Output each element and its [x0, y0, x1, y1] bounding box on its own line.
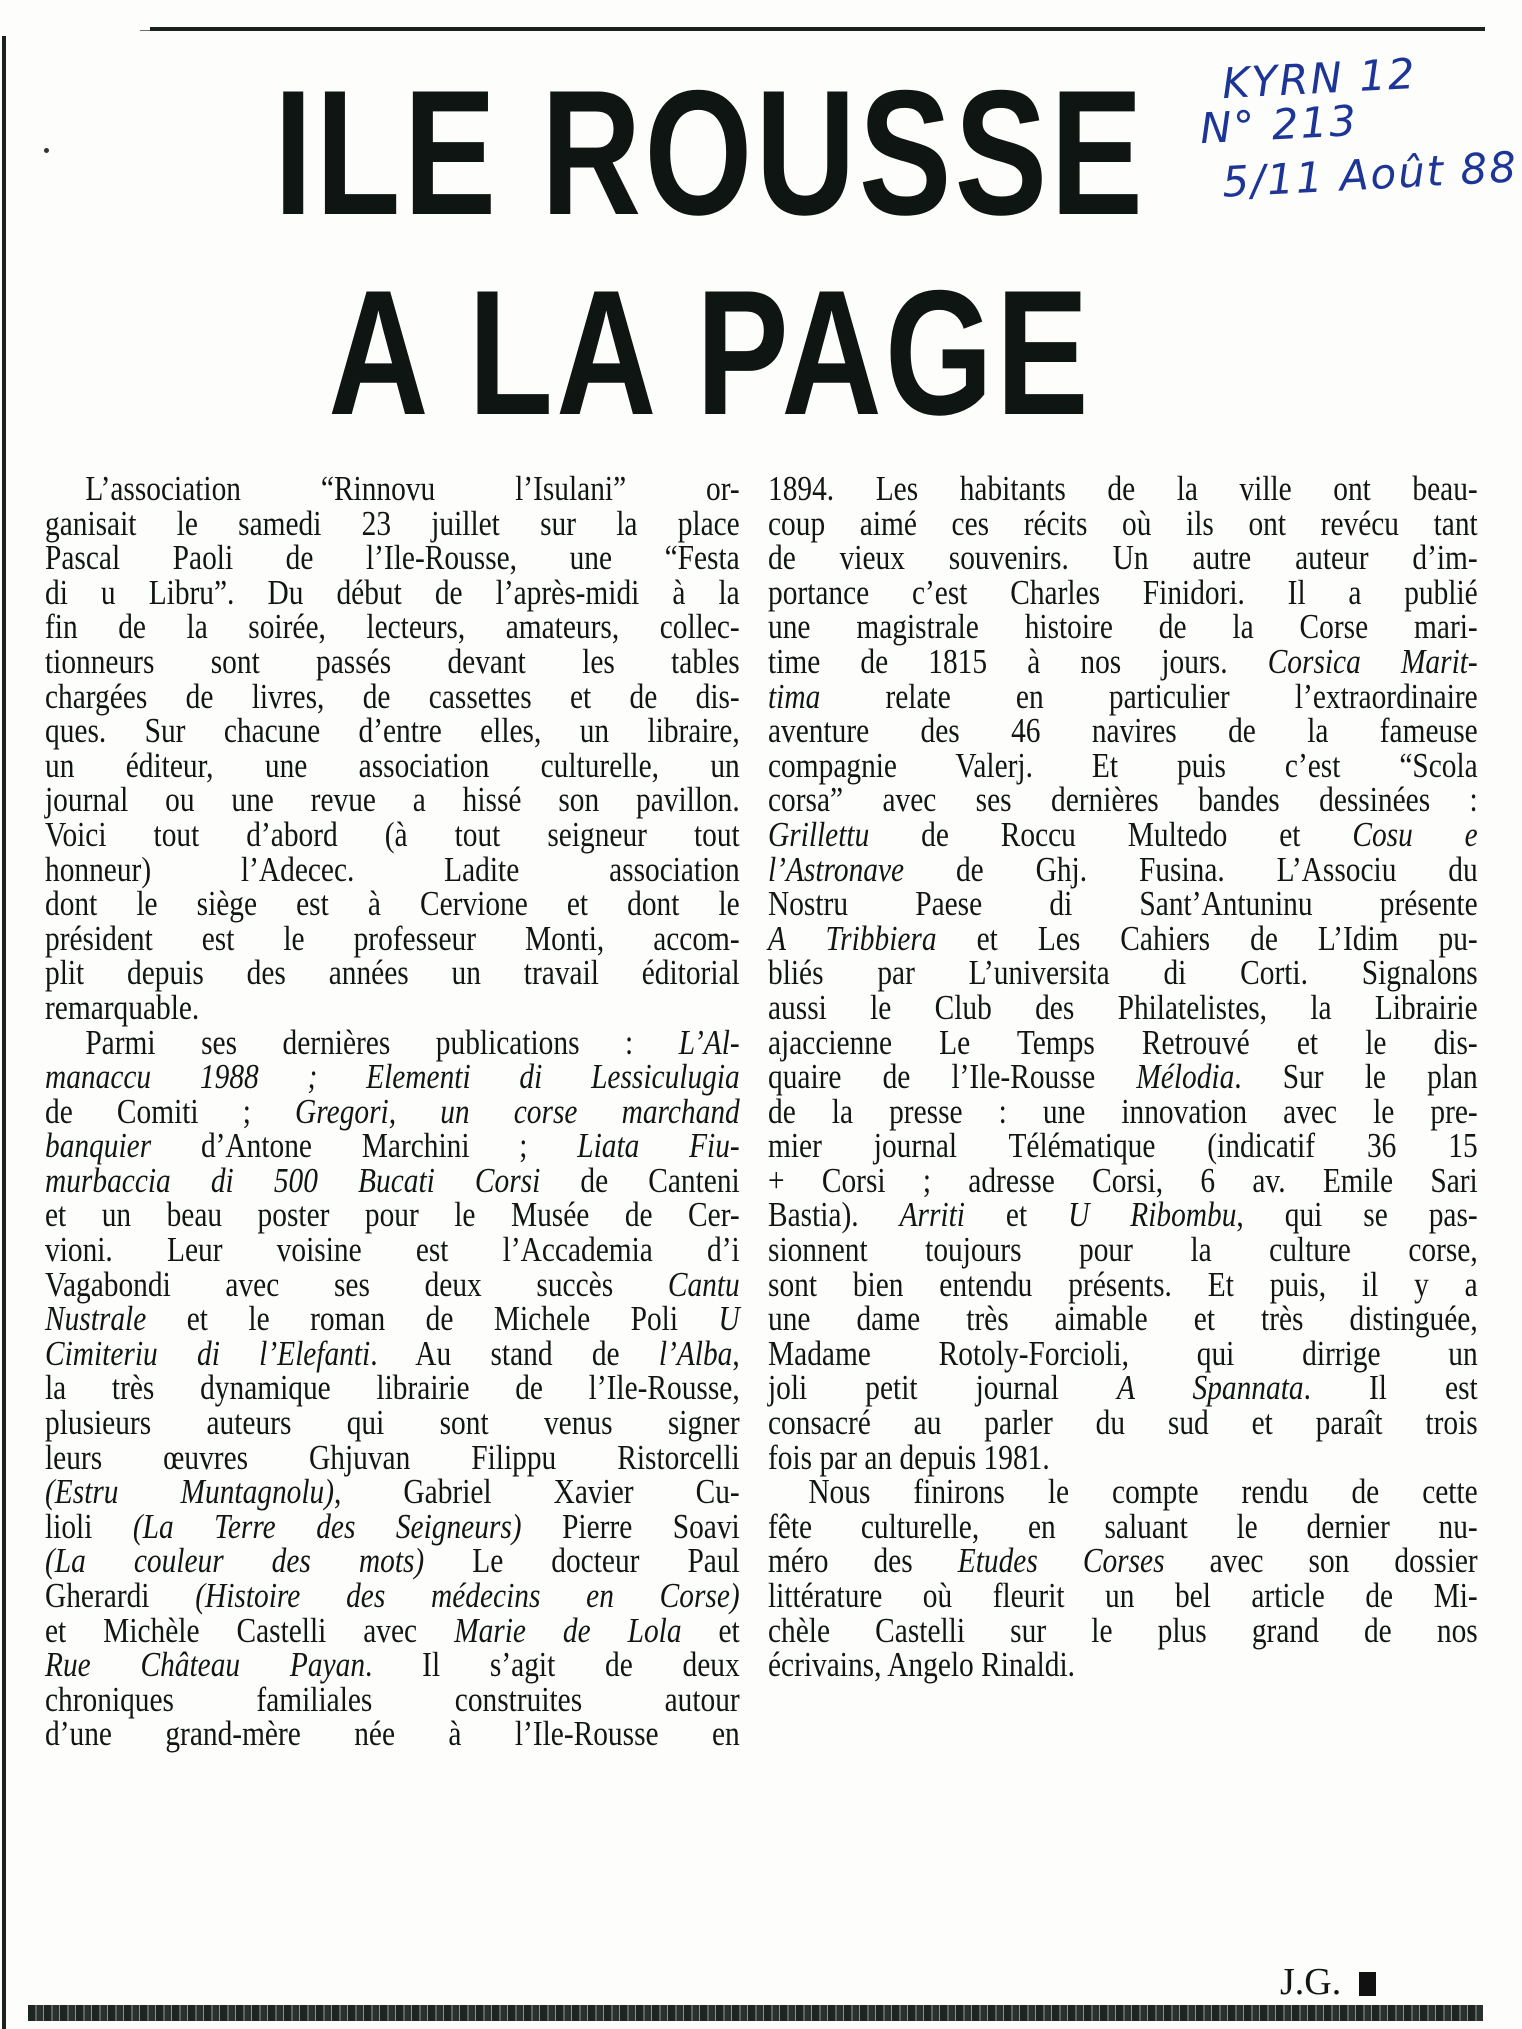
- text-line: bliés par L’universita di Corti. Signalons: [768, 953, 1478, 993]
- end-mark-square-icon: [1359, 1972, 1376, 1996]
- text-line: L’association “Rinnovu l’Isulani” or-: [85, 469, 740, 508]
- text-line: Parmi ses dernières publications : L’Al-: [85, 1022, 740, 1062]
- text-line: écrivains, Angelo Rinaldi.: [768, 1645, 1076, 1685]
- text-line: Nostru Paese di Sant’Antuninu présente: [768, 884, 1478, 924]
- italic-title: Etudes Corses: [957, 1541, 1165, 1581]
- text-line: un éditeur, une association culturelle, un: [45, 745, 740, 785]
- text-line: aussi le Club des Philatelistes, la Librairie: [768, 987, 1478, 1027]
- scan-speck: [44, 148, 49, 153]
- text-line: de vieux souvenirs. Un autre auteur d’im-: [768, 538, 1478, 578]
- italic-title: U Ribombu: [1068, 1195, 1237, 1235]
- italic-title: Grillettu: [768, 814, 870, 854]
- text-line: joli petit journal A Spannata. Il est: [768, 1368, 1478, 1408]
- text-line: corsa” avec ses dernières bandes dessinées :: [768, 780, 1478, 820]
- text-line: plit depuis des années un travail éditorial: [45, 953, 740, 993]
- italic-title: (Estru Muntagnolu): [45, 1472, 335, 1512]
- italic-title: (La couleur des mots): [45, 1541, 425, 1581]
- text-line: vioni. Leur voisine est l’Accademia d’i: [45, 1230, 740, 1270]
- text-line: littérature où fleurit un bel article de Mi-: [768, 1576, 1478, 1615]
- text-line: banquier d’Antone Marchini ; Liata Fiu-: [45, 1126, 740, 1166]
- text-line: Pascal Paoli de l’Ile-Rousse, une “Festa: [45, 538, 740, 578]
- headline-line-2: A LA PAGE: [328, 253, 1092, 452]
- italic-title: banquier: [45, 1126, 152, 1166]
- text-line: journal ou une revue a hissé son pavillon.: [45, 780, 740, 820]
- text-line: la très dynamique librairie de l’Ile-Rousse,: [45, 1368, 740, 1408]
- text-line: (Estru Muntagnolu), Gabriel Xavier Cu-: [45, 1472, 740, 1512]
- text-line: fête culturelle, en saluant le dernier nu-: [768, 1506, 1478, 1546]
- italic-title: l’Alba: [658, 1333, 733, 1373]
- text-line: compagnie Valerj. Et puis c’est “Scola: [768, 745, 1478, 785]
- text-line: sont bien entendu présents. Et puis, il y a: [768, 1264, 1478, 1304]
- italic-title: Cantu: [667, 1264, 740, 1304]
- headline-line-1: ILE ROUSSE: [273, 53, 1147, 252]
- text-line: de la presse : une innovation avec le pre-: [768, 1091, 1478, 1131]
- text-line: Rue Château Payan. Il s’agit de deux: [45, 1645, 740, 1685]
- italic-title: A Spannata: [1116, 1368, 1304, 1408]
- text-line: ganisait le samedi 23 juillet sur la place: [45, 503, 740, 543]
- handwritten-annotation-issue: N° 213: [1198, 95, 1360, 154]
- italic-title: Liata Fiu-: [577, 1126, 740, 1166]
- text-line: et un beau poster pour le Musée de Cer-: [45, 1195, 740, 1235]
- article-column-left: [45, 469, 740, 1754]
- text-line: tionneurs sont passés devant les tables: [45, 641, 740, 681]
- text-line: Cimiteriu di l’Elefanti. Au stand de l’Alba,: [45, 1333, 740, 1373]
- handwritten-annotation-publication: KYRN 12: [1220, 48, 1418, 109]
- italic-title: Rue Château Payan: [45, 1645, 366, 1685]
- text-line: [45, 1057, 740, 1097]
- text-line: lioli (La Terre des Seigneurs) Pierre Soavi: [45, 1506, 740, 1546]
- text-line: d’une grand-mère née à l’Ile-Rousse en: [45, 1714, 740, 1754]
- left-border-rule: [2, 36, 6, 2029]
- italic-title: Marie de Lola: [454, 1610, 682, 1650]
- text-line: l’Astronave de Ghj. Fusina. L’Associu du: [768, 849, 1478, 889]
- text-line: dont le siège est à Cervione et dont le: [45, 884, 740, 924]
- italic-title: l’Astronave: [768, 849, 905, 889]
- text-line: ques. Sur chacune d’entre elles, un libraire,: [45, 711, 740, 751]
- italic-title: tima: [768, 676, 821, 716]
- italic-title: Gregori, un corse marchand: [295, 1091, 740, 1131]
- italic-title: Cimiteriu di l’Elefanti: [45, 1333, 371, 1373]
- italic-title: A Tribbiera: [768, 918, 937, 958]
- text-line: portance c’est Charles Finidori. Il a publié: [768, 572, 1478, 612]
- article-column-right: [768, 469, 1478, 1685]
- text-line: chèle Castelli sur le plus grand de nos: [768, 1610, 1478, 1650]
- italic-title: murbaccia di 500 Bucati Corsi: [45, 1160, 541, 1200]
- text-line: A Tribbiera et Les Cahiers de L’Idim pu-: [768, 918, 1478, 958]
- text-line: une dame très aimable et très distinguée,: [768, 1299, 1478, 1339]
- text-line: ajaccienne Le Temps Retrouvé et le dis-: [768, 1022, 1478, 1062]
- top-rule: [150, 27, 1485, 31]
- text-line: di u Libru”. Du début de l’après-midi à la: [45, 572, 740, 612]
- text-line: consacré au parler du sud et paraît trois: [768, 1403, 1478, 1443]
- text-line: et Michèle Castelli avec Marie de Lola et: [45, 1610, 740, 1650]
- italic-title: (Histoire des médecins en Corse): [195, 1576, 740, 1615]
- text-line: méro des Etudes Corses avec son dossier: [768, 1541, 1478, 1581]
- text-line: Vagabondi avec ses deux succès Cantu: [45, 1264, 740, 1304]
- text-line: quaire de l’Ile-Rousse Mélodia. Sur le plan: [768, 1057, 1478, 1097]
- text-line: murbaccia di 500 Bucati Corsi de Canteni: [45, 1160, 740, 1200]
- text-line: chroniques familiales construites autour: [45, 1679, 740, 1719]
- italic-title: manaccu 1988 ; Elementi di Lessiculugia: [45, 1057, 740, 1097]
- text-line: Bastia). Arriti et U Ribombu, qui se pas-: [768, 1195, 1478, 1235]
- text-line: fin de la soirée, lecteurs, amateurs, collec-: [45, 607, 740, 647]
- text-line: aventure des 46 navires de la fameuse: [768, 711, 1478, 751]
- text-line: mier journal Télématique (indicatif 36 15: [768, 1126, 1478, 1166]
- text-line: Grillettu de Roccu Multedo et Cosu e: [768, 814, 1478, 854]
- text-line: Nous finirons le compte rendu de cette: [808, 1472, 1478, 1512]
- text-line: 1894. Les habitants de la ville ont beau-: [768, 469, 1478, 508]
- italic-title: Arriti: [899, 1195, 965, 1235]
- text-line: chargées de livres, de cassettes et de dis-: [45, 676, 740, 716]
- signature-text: J.G.: [1280, 1961, 1342, 2003]
- text-line: (La couleur des mots) Le docteur Paul: [45, 1541, 740, 1581]
- text-line: plusieurs auteurs qui sont venus signer: [45, 1403, 740, 1443]
- italic-title: Cosu e: [1352, 814, 1478, 854]
- bottom-rule: [28, 2005, 1483, 2021]
- text-line: + Corsi ; adresse Corsi, 6 av. Emile Sari: [768, 1160, 1478, 1200]
- italic-title: Nustrale: [45, 1299, 147, 1339]
- text-line: sionnent toujours pour la culture corse,: [768, 1230, 1478, 1270]
- text-line: Nustrale et le roman de Michele Poli U: [45, 1299, 740, 1339]
- text-line: Voici tout d’abord (à tout seigneur tout: [45, 814, 740, 854]
- italic-title: L’Al-: [678, 1022, 740, 1062]
- text-line: time de 1815 à nos jours. Corsica Marit-: [768, 641, 1478, 681]
- handwritten-annotation-date: 5/11 Août 88: [1220, 142, 1520, 207]
- text-line: de Comiti ; Gregori, un corse marchand: [45, 1091, 740, 1131]
- text-line: remarquable.: [45, 987, 200, 1027]
- italic-title: (La Terre des Seigneurs): [132, 1506, 522, 1546]
- text-line: tima relate en particulier l’extraordinaire: [768, 676, 1478, 716]
- text-line: honneur) l’Adecec. Ladite association: [45, 849, 740, 889]
- text-line: Madame Rotoly-Forcioli, qui dirrige un: [768, 1333, 1478, 1373]
- text-line: président est le professeur Monti, accom-: [45, 918, 740, 958]
- italic-title: U: [718, 1299, 740, 1339]
- text-line: une magistrale histoire de la Corse mari-: [768, 607, 1478, 647]
- text-line: fois par an depuis 1981.: [768, 1437, 1050, 1477]
- italic-title: Corsica Marit-: [1267, 641, 1478, 681]
- text-line: coup aimé ces récits où ils ont revécu tant: [768, 503, 1478, 543]
- italic-title: Mélodia: [1136, 1057, 1235, 1097]
- text-line: leurs œuvres Ghjuvan Filippu Ristorcelli: [45, 1437, 740, 1477]
- author-signature: [1280, 1960, 1420, 2004]
- text-line: Gherardi (Histoire des médecins en Corse): [45, 1576, 740, 1615]
